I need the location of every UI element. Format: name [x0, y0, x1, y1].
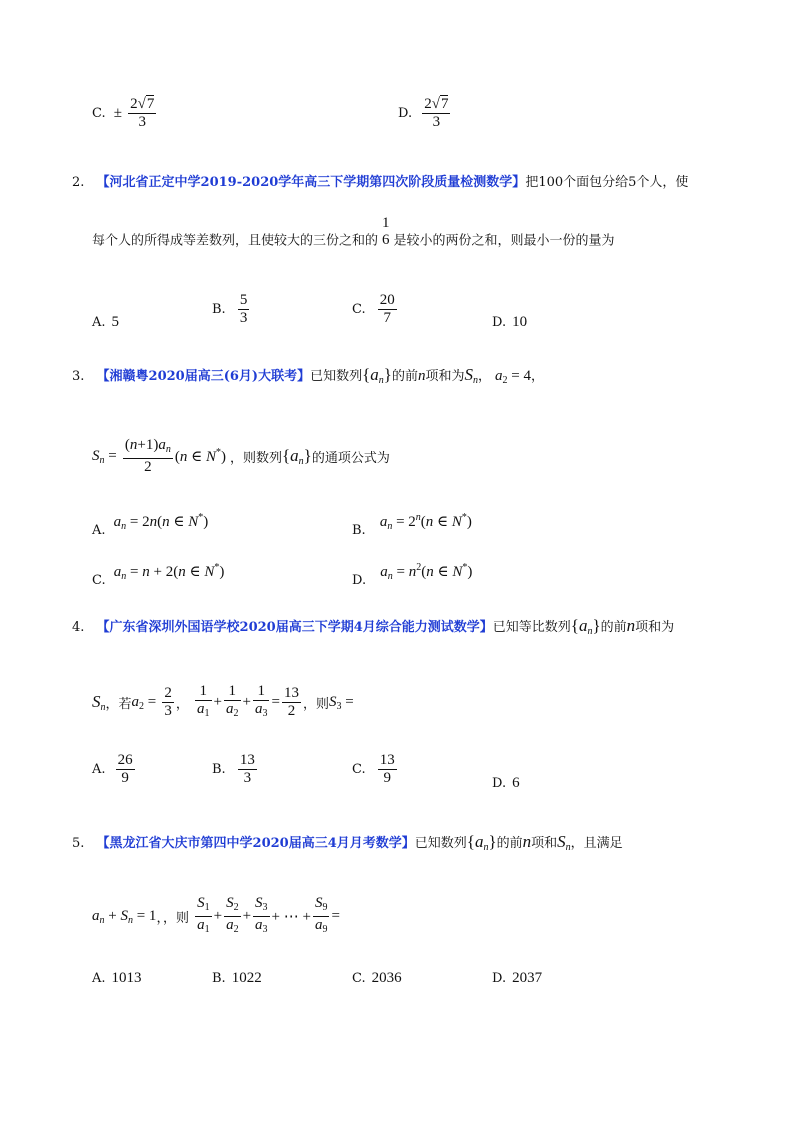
fraction: $\frac{2√7}{3}$ — [424, 96, 449, 130]
fraction: $\frac{(n+1)a_n}{2}$ — [124, 437, 171, 475]
q3-formula-line: $S_n$ = $\frac{(n+1)a_n}{2}$ (n ∈ N*) ，则数列$\{a_n\}$的通项公式为 — [92, 437, 390, 475]
question-text: 把100个面包分给5个人，使 — [525, 175, 689, 190]
q3-option-d: D. $a_n = n^2(n$ ∈ N*) — [352, 562, 473, 588]
question-source: 【河北省正定中学2019-2020学年高三下学期第四次阶段质量检测数学】 — [96, 175, 526, 190]
q2-option-a: A. 5 — [92, 314, 120, 330]
q4-option-d: D. 6 — [492, 775, 520, 791]
q4-stem-line1: 4. 【广东省深圳外国语学校2020届高三下学期4月综合能力测试数学】已知等比数列$\{a_n\}$的前n项和为 — [72, 616, 675, 637]
q5-option-c: C. 2036 — [352, 970, 402, 986]
q5-option-d: D. 2037 — [492, 970, 543, 986]
q3-option-b: B. $a_n = 2^n(n$ ∈ N*) — [352, 512, 472, 538]
sum-symbol: $S_n$ — [464, 365, 478, 386]
plus-minus-sign: ± — [113, 105, 122, 121]
q3-option-a: A. $a_n = 2n(n$ ∈ N*) — [92, 512, 209, 538]
question-number: 2. — [72, 175, 85, 190]
fraction: 1 6 — [382, 215, 390, 248]
question-number: 3. — [72, 369, 85, 384]
formula: $S_n$ = — [92, 447, 117, 466]
question-text: 是较小的两份之和，则最小一份的量为 — [393, 233, 615, 249]
q2-stem-line1 — [72, 171, 688, 190]
q4-option-a: A. $\frac{26}{9}$ — [92, 752, 133, 786]
option-label: D. — [398, 106, 413, 121]
q4-option-c: C. $\frac{13}{9}$ — [352, 752, 395, 786]
q3-option-c: C. $a_n = n + 2(n$ ∈ N*) — [92, 562, 225, 588]
q4-stem-line2: $S_n$，若$a_2$ = $\frac{2}{3}$ ， $\frac{1}{a_1}$ + $\frac{1}{a_2}$ + $\frac{1}{a_3}$ = $\frac{13}{2}$ ，则$S_3$ = — [92, 683, 354, 719]
option-label: C. — [92, 106, 106, 121]
q2-option-d: D. 10 — [492, 314, 528, 330]
q5-stem-line1: 5. 【黑龙江省大庆市第四中学2020届高三4月月考数学】已知数列$\{a_n\}$的前n项和$S_n$，且满足 — [72, 832, 623, 853]
q1-option-d — [398, 96, 452, 131]
question-source: 【黑龙江省大庆市第四中学2020届高三4月月考数学】 — [96, 836, 415, 851]
question-number: 4. — [72, 620, 85, 635]
q5-option-a: A. 1013 — [92, 970, 142, 986]
question-source: 【广东省深圳外国语学校2020届高三下学期4月综合能力测试数学】 — [96, 620, 493, 635]
fraction: $\frac{5}{3}$ — [239, 292, 248, 326]
q2-option-c: C. $\frac{20}{7}$ — [352, 292, 395, 326]
given-condition: $a_2 = 4$ — [494, 368, 531, 386]
fraction: $\frac{20}{7}$ — [379, 292, 395, 326]
q3-stem-line1: 3. 【湘赣粤2020届高三(6月)大联考】已知数列$\{a_n\}$的前n项和为$S_n$， $a_2 = 4$， — [72, 365, 544, 386]
q4-option-b: B. $\frac{13}{3}$ — [212, 752, 255, 786]
fraction: $\frac{2}{3}$ — [164, 685, 172, 719]
q5-option-b: B. 1022 — [212, 970, 262, 986]
question-text: 每个人的所得成等差数列，且使较大的三份之和的 — [92, 233, 379, 249]
question-source: 【湘赣粤2020届高三(6月)大联考】 — [96, 369, 311, 384]
q1-option-c — [92, 96, 158, 131]
question-number: 5. — [72, 836, 85, 851]
q2-stem-line2 — [92, 215, 615, 249]
q5-stem-line2: $a_n + S_n = 1$，，则 $\frac{S_1}{a_1}$ + $\frac{S_2}{a_2}$ + $\frac{S_3}{a_3}$ + ⋯ + $\frac{S_9}{a_9}$ = — [92, 895, 340, 935]
q2-option-b: B. $\frac{5}{3}$ — [212, 292, 248, 326]
fraction: $\frac{2√7}{3}$ — [130, 96, 155, 130]
sequence-braces: $\{a_n\}$ — [362, 365, 392, 386]
